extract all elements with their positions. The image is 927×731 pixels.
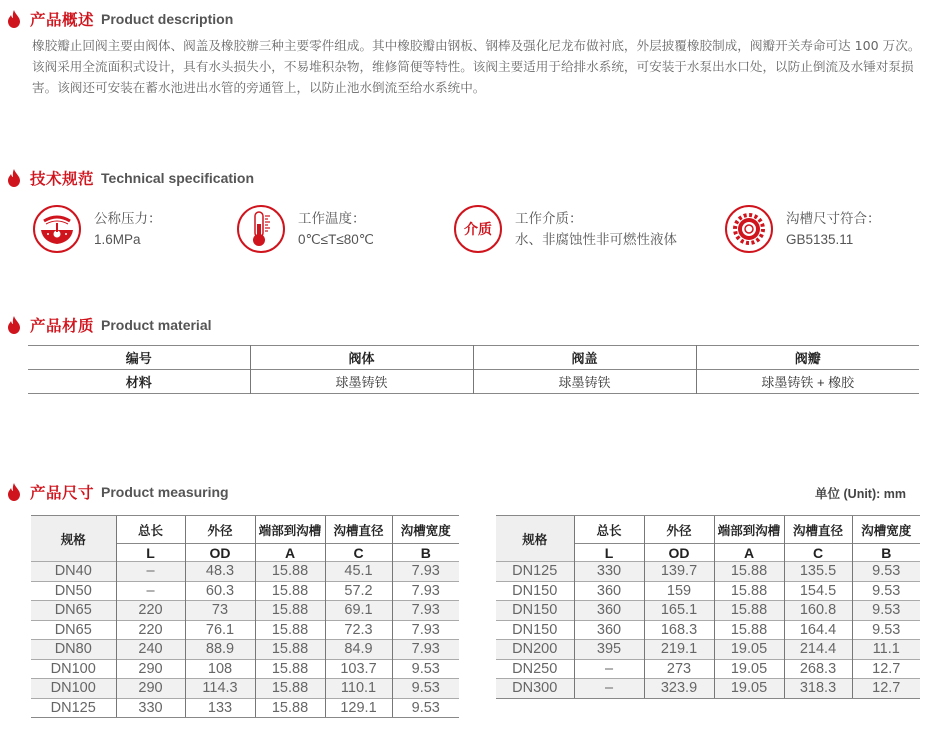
table-cell: 19.05 xyxy=(714,640,784,660)
table-row xyxy=(496,659,920,679)
table-cell: 15.88 xyxy=(255,679,325,699)
table-row xyxy=(31,679,459,699)
table-cell: 268.3 xyxy=(784,659,852,679)
spec-value: 0℃≤T≤80℃ xyxy=(298,232,374,247)
section-title-en: Product description xyxy=(101,11,234,27)
table-row xyxy=(31,640,459,660)
header-od: 外径 xyxy=(185,516,255,544)
table-cell: 395 xyxy=(574,640,644,660)
table-row xyxy=(496,562,920,582)
header-sym: L xyxy=(116,544,185,562)
table-cell: 108 xyxy=(185,659,255,679)
header-spec: 规格 xyxy=(496,516,574,562)
material-table xyxy=(28,345,919,394)
table-cell: 15.88 xyxy=(714,562,784,582)
table-cell: 214.4 xyxy=(784,640,852,660)
pressure-gauge-icon xyxy=(32,204,82,254)
table-cell: 240 xyxy=(116,640,185,660)
table-cell: 48.3 xyxy=(185,562,255,582)
table-cell: 88.9 xyxy=(185,640,255,660)
spec-temperature xyxy=(236,204,374,254)
spec-label: 工作介质： xyxy=(515,211,583,226)
dimension-table-left xyxy=(31,515,459,718)
table-cell: DN125 xyxy=(496,562,574,582)
table-cell: 9.53 xyxy=(392,698,459,718)
table-cell: 45.1 xyxy=(325,562,392,582)
spec-medium xyxy=(453,204,677,254)
table-cell: 168.3 xyxy=(644,620,714,640)
table-cell: 7.93 xyxy=(392,640,459,660)
spec-label: 沟槽尺寸符合： xyxy=(786,211,881,226)
svg-text:介质: 介质 xyxy=(464,222,492,238)
table-row xyxy=(496,601,920,621)
header-b: 沟槽宽度 xyxy=(852,516,920,544)
header-od: 外径 xyxy=(644,516,714,544)
table-cell: 7.93 xyxy=(392,601,459,621)
header-b: 沟槽宽度 xyxy=(392,516,459,544)
table-cell: 290 xyxy=(116,679,185,699)
material-header-row xyxy=(28,346,919,370)
table-cell: DN40 xyxy=(31,562,116,582)
table-row xyxy=(496,679,920,699)
table-cell: 110.1 xyxy=(325,679,392,699)
table-cell: 11.1 xyxy=(852,640,920,660)
table-cell: 7.93 xyxy=(392,581,459,601)
section-header-material xyxy=(7,313,212,337)
section-title-cn: 产品尺寸 xyxy=(30,484,95,502)
header-sym: L xyxy=(574,544,644,562)
table-cell: 220 xyxy=(116,620,185,640)
header-length: 总长 xyxy=(574,516,644,544)
table-row xyxy=(31,581,459,601)
section-title-en: Technical specification xyxy=(101,170,255,186)
table-row xyxy=(31,601,459,621)
table-cell: 球墨铸铁 xyxy=(250,370,473,394)
table-cell: 323.9 xyxy=(644,679,714,699)
table-cell: 15.88 xyxy=(714,601,784,621)
header-length: 总长 xyxy=(116,516,185,544)
flame-icon xyxy=(7,10,21,28)
product-description-text: 橡胶瓣止回阀主要由阀体、阀盖及橡胶辦三种主要零件组成。其中橡胶瓣由钢板、钢棒及强化尼龙布做衬底，外层披覆橡胶制成，阀瓣开关寿命可达 100 万次。该阀采用全流面积式设计，具有水头损失小，不易堆积杂物，维修简便等特性。该阀主要适用于给排水系统，可安装于水泵出水口处，以防止倒流及水锤对泵损害。该阀还可安装在蓄水池进出水管的旁通管上，以防止池水倒流至给水系统中。 xyxy=(32,38,921,95)
table-cell: 69.1 xyxy=(325,601,392,621)
table-cell: 12.7 xyxy=(852,679,920,699)
table-cell: DN50 xyxy=(31,581,116,601)
spec-pressure xyxy=(32,204,162,254)
section-header-description xyxy=(7,7,233,31)
table-cell: 84.9 xyxy=(325,640,392,660)
table-cell: 318.3 xyxy=(784,679,852,699)
header-sym: A xyxy=(714,544,784,562)
header-sym: C xyxy=(784,544,852,562)
table-cell: DN65 xyxy=(31,601,116,621)
header-c: 沟槽直径 xyxy=(325,516,392,544)
table-cell: 57.2 xyxy=(325,581,392,601)
table-cell: 9.53 xyxy=(852,620,920,640)
table-cell: DN250 xyxy=(496,659,574,679)
spec-value: 1.6MPa xyxy=(94,232,141,247)
table-cell: 15.88 xyxy=(255,698,325,718)
table-cell: DN150 xyxy=(496,620,574,640)
table-cell: 12.7 xyxy=(852,659,920,679)
table-cell: 19.05 xyxy=(714,659,784,679)
header-spec: 规格 xyxy=(31,516,116,562)
table-cell: 360 xyxy=(574,601,644,621)
spec-label: 公称压力： xyxy=(94,211,162,226)
table-cell: 220 xyxy=(116,601,185,621)
table-cell: 129.1 xyxy=(325,698,392,718)
table-cell: 139.7 xyxy=(644,562,714,582)
table-cell: 9.53 xyxy=(852,562,920,582)
table-cell: 103.7 xyxy=(325,659,392,679)
spec-value: 水、非腐蚀性非可燃性液体 xyxy=(515,232,677,247)
table-cell: DN80 xyxy=(31,640,116,660)
table-cell: 219.1 xyxy=(644,640,714,660)
table-cell: 165.1 xyxy=(644,601,714,621)
section-title-cn: 产品材质 xyxy=(30,317,95,335)
table-cell: 72.3 xyxy=(325,620,392,640)
header-sym: A xyxy=(255,544,325,562)
table-cell: 360 xyxy=(574,620,644,640)
table-cell: 9.53 xyxy=(852,601,920,621)
dimension-table-right xyxy=(496,515,920,699)
section-header-measuring xyxy=(7,480,229,504)
table-cell: 编号 xyxy=(125,351,152,366)
table-cell: DN300 xyxy=(496,679,574,699)
table-row xyxy=(31,698,459,718)
table-row xyxy=(31,659,459,679)
table-cell: 19.05 xyxy=(714,679,784,699)
flame-icon xyxy=(7,483,21,501)
table-cell: DN125 xyxy=(31,698,116,718)
header-c: 沟槽直径 xyxy=(784,516,852,544)
table-cell: 290 xyxy=(116,659,185,679)
table-row xyxy=(496,620,920,640)
table-cell: 133 xyxy=(185,698,255,718)
table-cell: 7.93 xyxy=(392,620,459,640)
table-cell: 15.88 xyxy=(255,640,325,660)
table-cell: DN65 xyxy=(31,620,116,640)
header-sym: C xyxy=(325,544,392,562)
medium-icon xyxy=(453,204,503,254)
table-row xyxy=(496,640,920,660)
table-cell: DN150 xyxy=(496,601,574,621)
table-cell: 76.1 xyxy=(185,620,255,640)
table-cell: 阀盖 xyxy=(473,346,696,370)
section-header-technical xyxy=(7,166,254,190)
section-title-cn: 产品概述 xyxy=(30,11,95,29)
flame-icon xyxy=(7,169,21,187)
table-cell: 材料 xyxy=(125,375,152,390)
table-cell: 330 xyxy=(116,698,185,718)
header-a: 端部到沟槽 xyxy=(714,516,784,544)
table-cell: 114.3 xyxy=(185,679,255,699)
table-cell: DN200 xyxy=(496,640,574,660)
table-cell: 160.8 xyxy=(784,601,852,621)
table-cell: DN150 xyxy=(496,581,574,601)
table-cell: 15.88 xyxy=(714,620,784,640)
table-cell: DN100 xyxy=(31,659,116,679)
spec-label: 工作温度： xyxy=(298,211,366,226)
header-a: 端部到沟槽 xyxy=(255,516,325,544)
table-cell: 360 xyxy=(574,581,644,601)
table-cell: 9.53 xyxy=(392,679,459,699)
header-sym: OD xyxy=(644,544,714,562)
table-cell: – xyxy=(574,659,644,679)
spec-value: GB5135.11 xyxy=(786,232,854,247)
table-cell: 159 xyxy=(644,581,714,601)
table-cell: 15.88 xyxy=(255,601,325,621)
table-cell: 9.53 xyxy=(392,659,459,679)
table-cell: – xyxy=(116,562,185,582)
table-cell: 15.88 xyxy=(255,620,325,640)
table-row xyxy=(496,581,920,601)
table-cell: 330 xyxy=(574,562,644,582)
thermometer-icon xyxy=(236,204,286,254)
table-cell: 135.5 xyxy=(784,562,852,582)
header-sym: B xyxy=(392,544,459,562)
table-cell: 15.88 xyxy=(255,581,325,601)
unit-label: 单位 (Unit): mm xyxy=(815,487,906,501)
table-cell: 9.53 xyxy=(852,581,920,601)
table-cell: 154.5 xyxy=(784,581,852,601)
table-cell: 164.4 xyxy=(784,620,852,640)
section-title-cn: 技术规范 xyxy=(30,170,95,188)
material-row xyxy=(28,370,919,394)
header-sym: B xyxy=(852,544,920,562)
table-cell: – xyxy=(574,679,644,699)
table-cell: 15.88 xyxy=(255,659,325,679)
table-cell: 球墨铸铁 xyxy=(473,370,696,394)
table-cell: 7.93 xyxy=(392,562,459,582)
table-cell: 60.3 xyxy=(185,581,255,601)
table-cell: 73 xyxy=(185,601,255,621)
header-sym: OD xyxy=(185,544,255,562)
table-cell: 阀体 xyxy=(250,346,473,370)
table-cell: 15.88 xyxy=(714,581,784,601)
table-row xyxy=(31,620,459,640)
section-title-en: Product measuring xyxy=(101,484,229,500)
section-title-en: Product material xyxy=(101,317,212,333)
table-cell: – xyxy=(116,581,185,601)
table-cell: 球墨铸铁 + 橡胶 xyxy=(696,370,919,394)
table-cell: DN100 xyxy=(31,679,116,699)
flame-icon xyxy=(7,316,21,334)
table-cell: 273 xyxy=(644,659,714,679)
spec-groove xyxy=(724,204,881,254)
gear-groove-icon xyxy=(724,204,774,254)
table-row xyxy=(31,562,459,582)
table-cell: 15.88 xyxy=(255,562,325,582)
table-cell: 阀瓣 xyxy=(696,346,919,370)
